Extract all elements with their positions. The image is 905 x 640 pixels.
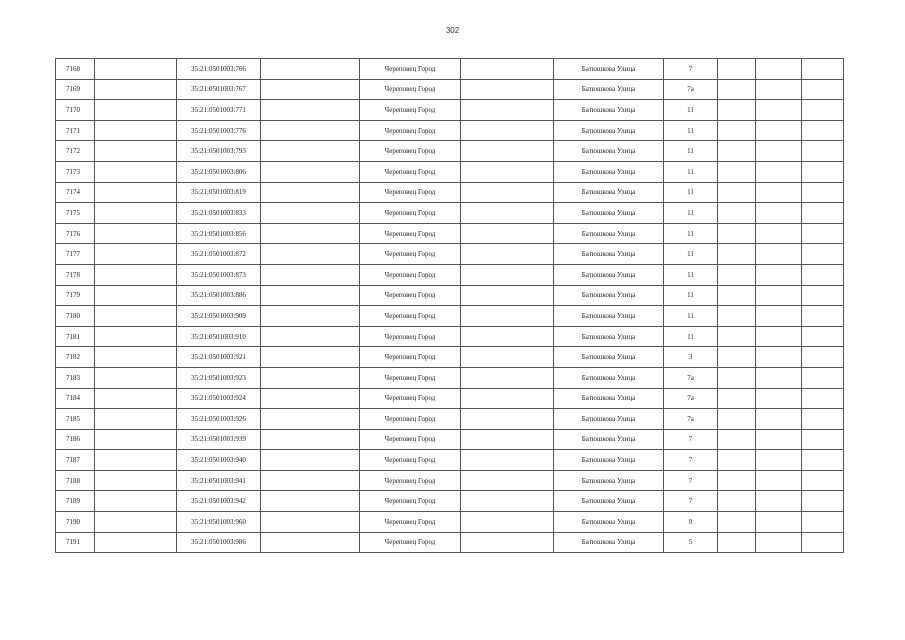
cell-street: Батюшкова Улица (554, 306, 664, 327)
cell-empty (461, 512, 554, 533)
table-row (56, 244, 844, 265)
cell-empty (261, 182, 360, 203)
cell-house: 11 (664, 223, 718, 244)
cell-empty (261, 470, 360, 491)
cell-empty (461, 409, 554, 430)
cell-cadastral-number: 35:21:0501003:886 (177, 285, 261, 306)
cell-empty (756, 347, 802, 368)
cell-record-number: 7188 (56, 470, 95, 491)
cell-empty (718, 244, 756, 265)
table-row (56, 285, 844, 306)
cell-empty (802, 409, 844, 430)
cell-street: Батюшкова Улица (554, 367, 664, 388)
cell-city: Череповец Город (360, 367, 461, 388)
cell-city: Череповец Город (360, 306, 461, 327)
cell-empty (756, 388, 802, 409)
cell-empty (461, 429, 554, 450)
cell-record-number: 7180 (56, 306, 95, 327)
cell-empty (461, 182, 554, 203)
cell-house: 11 (664, 161, 718, 182)
cell-empty (756, 285, 802, 306)
cell-empty (756, 100, 802, 121)
cell-empty (802, 120, 844, 141)
cell-empty (718, 223, 756, 244)
cell-empty (95, 388, 177, 409)
table-row (56, 429, 844, 450)
table-row (56, 100, 844, 121)
cell-house: 7а (664, 409, 718, 430)
cell-house: 7 (664, 450, 718, 471)
cell-empty (718, 532, 756, 553)
registry-rows (56, 59, 844, 553)
cell-city: Череповец Город (360, 79, 461, 100)
cell-empty (756, 59, 802, 80)
cell-empty (261, 203, 360, 224)
cell-city: Череповец Город (360, 161, 461, 182)
page-number: 302 (445, 26, 460, 35)
cell-empty (461, 532, 554, 553)
cell-record-number: 7178 (56, 264, 95, 285)
table-row (56, 512, 844, 533)
cell-house: 9 (664, 512, 718, 533)
cell-street: Батюшкова Улица (554, 326, 664, 347)
cell-empty (461, 326, 554, 347)
registry-table (55, 58, 844, 553)
cell-empty (802, 326, 844, 347)
cell-empty (95, 120, 177, 141)
cell-empty (802, 203, 844, 224)
table-row (56, 532, 844, 553)
cell-record-number: 7176 (56, 223, 95, 244)
cell-record-number: 7187 (56, 450, 95, 471)
cell-empty (802, 161, 844, 182)
cell-empty (261, 100, 360, 121)
cell-empty (261, 223, 360, 244)
cell-city: Череповец Город (360, 120, 461, 141)
cell-empty (802, 100, 844, 121)
cell-street: Батюшкова Улица (554, 388, 664, 409)
cell-city: Череповец Город (360, 182, 461, 203)
cell-city: Череповец Город (360, 223, 461, 244)
cell-record-number: 7169 (56, 79, 95, 100)
cell-empty (95, 100, 177, 121)
cell-empty (95, 59, 177, 80)
cell-empty (95, 79, 177, 100)
cell-empty (756, 367, 802, 388)
cell-city: Череповец Город (360, 285, 461, 306)
cell-empty (95, 285, 177, 306)
cell-empty (261, 326, 360, 347)
cell-house: 7 (664, 429, 718, 450)
cell-record-number: 7183 (56, 367, 95, 388)
cell-empty (718, 100, 756, 121)
cell-cadastral-number: 35:21:0501003:793 (177, 141, 261, 162)
cell-cadastral-number: 35:21:0501003:833 (177, 203, 261, 224)
cell-empty (461, 100, 554, 121)
cell-cadastral-number: 35:21:0501003:872 (177, 244, 261, 265)
cell-house: 7 (664, 59, 718, 80)
cell-empty (756, 141, 802, 162)
cell-empty (95, 470, 177, 491)
cell-cadastral-number: 35:21:0501003:986 (177, 532, 261, 553)
cell-cadastral-number: 35:21:0501003:776 (177, 120, 261, 141)
cell-cadastral-number: 35:21:0501003:873 (177, 264, 261, 285)
cell-house: 11 (664, 244, 718, 265)
cell-empty (756, 512, 802, 533)
cell-house: 7 (664, 491, 718, 512)
cell-empty (756, 429, 802, 450)
cell-empty (756, 450, 802, 471)
cell-city: Череповец Город (360, 388, 461, 409)
cell-empty (756, 203, 802, 224)
cell-empty (261, 120, 360, 141)
cell-empty (95, 491, 177, 512)
cell-empty (461, 120, 554, 141)
table-row (56, 203, 844, 224)
cell-empty (802, 347, 844, 368)
cell-house: 11 (664, 203, 718, 224)
cell-empty (261, 512, 360, 533)
cell-empty (461, 306, 554, 327)
cell-empty (261, 429, 360, 450)
cell-record-number: 7182 (56, 347, 95, 368)
table-row (56, 306, 844, 327)
cell-empty (802, 429, 844, 450)
cell-cadastral-number: 35:21:0501003:771 (177, 100, 261, 121)
cell-empty (261, 450, 360, 471)
cell-record-number: 7190 (56, 512, 95, 533)
cell-empty (756, 306, 802, 327)
cell-record-number: 7185 (56, 409, 95, 430)
cell-empty (461, 141, 554, 162)
cell-empty (718, 203, 756, 224)
cell-empty (461, 470, 554, 491)
cell-cadastral-number: 35:21:0501003:766 (177, 59, 261, 80)
cell-empty (718, 264, 756, 285)
cell-city: Череповец Город (360, 264, 461, 285)
cell-empty (756, 491, 802, 512)
cell-empty (802, 264, 844, 285)
cell-empty (461, 59, 554, 80)
cell-street: Батюшкова Улица (554, 244, 664, 265)
cell-street: Батюшкова Улица (554, 161, 664, 182)
cell-empty (261, 141, 360, 162)
cell-empty (718, 79, 756, 100)
cell-empty (802, 223, 844, 244)
cell-empty (261, 367, 360, 388)
table-row (56, 120, 844, 141)
table-row (56, 491, 844, 512)
cell-empty (261, 491, 360, 512)
cell-empty (95, 429, 177, 450)
cell-street: Батюшкова Улица (554, 203, 664, 224)
cell-cadastral-number: 35:21:0501003:806 (177, 161, 261, 182)
cell-cadastral-number: 35:21:0501003:940 (177, 450, 261, 471)
table-row (56, 223, 844, 244)
cell-city: Череповец Город (360, 59, 461, 80)
table-row (56, 388, 844, 409)
cell-cadastral-number: 35:21:0501003:942 (177, 491, 261, 512)
cell-street: Батюшкова Улица (554, 450, 664, 471)
cell-house: 5 (664, 532, 718, 553)
table-row (56, 409, 844, 430)
table-row (56, 59, 844, 80)
cell-cadastral-number: 35:21:0501003:921 (177, 347, 261, 368)
cell-street: Батюшкова Улица (554, 491, 664, 512)
cell-city: Череповец Город (360, 141, 461, 162)
cell-empty (718, 367, 756, 388)
cell-city: Череповец Город (360, 203, 461, 224)
cell-empty (95, 512, 177, 533)
cell-house: 11 (664, 182, 718, 203)
cell-street: Батюшкова Улица (554, 285, 664, 306)
cell-empty (756, 223, 802, 244)
cell-empty (802, 388, 844, 409)
cell-record-number: 7179 (56, 285, 95, 306)
table-row (56, 161, 844, 182)
cell-empty (261, 161, 360, 182)
cell-empty (802, 141, 844, 162)
cell-house: 7а (664, 388, 718, 409)
cell-house: 11 (664, 100, 718, 121)
cell-empty (802, 470, 844, 491)
cell-empty (461, 223, 554, 244)
cell-city: Череповец Город (360, 326, 461, 347)
cell-record-number: 7171 (56, 120, 95, 141)
cell-cadastral-number: 35:21:0501003:819 (177, 182, 261, 203)
cell-house: 7 (664, 470, 718, 491)
cell-empty (756, 182, 802, 203)
cell-empty (718, 409, 756, 430)
cell-empty (461, 367, 554, 388)
cell-house: 11 (664, 120, 718, 141)
cell-empty (802, 285, 844, 306)
cell-empty (756, 326, 802, 347)
cell-city: Череповец Город (360, 491, 461, 512)
cell-city: Череповец Город (360, 347, 461, 368)
cell-empty (261, 59, 360, 80)
cell-empty (95, 306, 177, 327)
cell-street: Батюшкова Улица (554, 100, 664, 121)
cell-empty (95, 532, 177, 553)
cell-empty (802, 532, 844, 553)
cell-city: Череповец Город (360, 244, 461, 265)
cell-record-number: 7170 (56, 100, 95, 121)
cell-city: Череповец Город (360, 429, 461, 450)
cell-empty (461, 388, 554, 409)
table-row (56, 182, 844, 203)
cell-street: Батюшкова Улица (554, 512, 664, 533)
cell-empty (802, 512, 844, 533)
cell-city: Череповец Город (360, 512, 461, 533)
cell-street: Батюшкова Улица (554, 59, 664, 80)
cell-city: Череповец Город (360, 100, 461, 121)
cell-empty (461, 203, 554, 224)
cell-empty (261, 264, 360, 285)
cell-empty (95, 244, 177, 265)
cell-house: 11 (664, 285, 718, 306)
cell-street: Батюшкова Улица (554, 429, 664, 450)
cell-cadastral-number: 35:21:0501003:923 (177, 367, 261, 388)
cell-cadastral-number: 35:21:0501003:767 (177, 79, 261, 100)
cell-empty (261, 79, 360, 100)
cell-empty (261, 532, 360, 553)
cell-empty (261, 388, 360, 409)
cell-house: 7а (664, 79, 718, 100)
cell-empty (718, 388, 756, 409)
cell-empty (802, 182, 844, 203)
cell-empty (461, 161, 554, 182)
cell-street: Батюшкова Улица (554, 532, 664, 553)
cell-cadastral-number: 35:21:0501003:941 (177, 470, 261, 491)
table-row (56, 264, 844, 285)
cell-house: 11 (664, 306, 718, 327)
cell-empty (718, 450, 756, 471)
cell-empty (718, 182, 756, 203)
cell-street: Батюшкова Улица (554, 223, 664, 244)
cell-city: Череповец Город (360, 450, 461, 471)
cell-empty (718, 512, 756, 533)
cell-empty (261, 244, 360, 265)
cell-empty (95, 141, 177, 162)
cell-record-number: 7172 (56, 141, 95, 162)
cell-empty (718, 285, 756, 306)
cell-cadastral-number: 35:21:0501003:939 (177, 429, 261, 450)
cell-empty (718, 120, 756, 141)
cell-record-number: 7189 (56, 491, 95, 512)
cell-record-number: 7191 (56, 532, 95, 553)
cell-empty (461, 244, 554, 265)
cell-empty (95, 161, 177, 182)
cell-empty (718, 429, 756, 450)
cell-empty (756, 244, 802, 265)
cell-empty (802, 244, 844, 265)
cell-empty (718, 161, 756, 182)
cell-empty (756, 120, 802, 141)
cell-house: 11 (664, 326, 718, 347)
cell-cadastral-number: 35:21:0501003:856 (177, 223, 261, 244)
table-row (56, 470, 844, 491)
cell-empty (802, 59, 844, 80)
cell-cadastral-number: 35:21:0501003:926 (177, 409, 261, 430)
cell-empty (95, 223, 177, 244)
cell-city: Череповец Город (360, 409, 461, 430)
cell-empty (718, 141, 756, 162)
cell-street: Батюшкова Улица (554, 141, 664, 162)
cell-empty (718, 326, 756, 347)
cell-empty (461, 347, 554, 368)
cell-empty (261, 285, 360, 306)
cell-empty (718, 491, 756, 512)
table-row (56, 79, 844, 100)
cell-record-number: 7173 (56, 161, 95, 182)
table-row (56, 141, 844, 162)
cell-empty (95, 203, 177, 224)
cell-house: 7а (664, 367, 718, 388)
cell-empty (718, 59, 756, 80)
table-row (56, 367, 844, 388)
cell-empty (756, 161, 802, 182)
cell-empty (95, 182, 177, 203)
cell-record-number: 7175 (56, 203, 95, 224)
cell-street: Батюшкова Улица (554, 264, 664, 285)
cell-empty (718, 470, 756, 491)
cell-house: 11 (664, 264, 718, 285)
cell-cadastral-number: 35:21:0501003:960 (177, 512, 261, 533)
cell-record-number: 7174 (56, 182, 95, 203)
cell-street: Батюшкова Улица (554, 182, 664, 203)
cell-empty (95, 264, 177, 285)
cell-empty (95, 409, 177, 430)
cell-street: Батюшкова Улица (554, 347, 664, 368)
cell-cadastral-number: 35:21:0501003:910 (177, 326, 261, 347)
cell-empty (756, 79, 802, 100)
cell-cadastral-number: 35:21:0501003:909 (177, 306, 261, 327)
cell-empty (756, 532, 802, 553)
cell-empty (261, 347, 360, 368)
cell-city: Череповец Город (360, 532, 461, 553)
cell-empty (802, 79, 844, 100)
cell-empty (756, 409, 802, 430)
table-row (56, 326, 844, 347)
cell-street: Батюшкова Улица (554, 120, 664, 141)
cell-street: Батюшкова Улица (554, 79, 664, 100)
cell-empty (261, 306, 360, 327)
cell-empty (802, 367, 844, 388)
cell-empty (95, 347, 177, 368)
cell-empty (95, 367, 177, 388)
cell-empty (95, 450, 177, 471)
cell-empty (802, 450, 844, 471)
cell-empty (261, 409, 360, 430)
cell-empty (802, 306, 844, 327)
cell-record-number: 7177 (56, 244, 95, 265)
cell-record-number: 7186 (56, 429, 95, 450)
cell-city: Череповец Город (360, 470, 461, 491)
cell-street: Батюшкова Улица (554, 470, 664, 491)
cell-empty (461, 79, 554, 100)
cell-house: 3 (664, 347, 718, 368)
table-row (56, 347, 844, 368)
cell-empty (461, 450, 554, 471)
cell-empty (718, 306, 756, 327)
cell-empty (756, 264, 802, 285)
cell-empty (461, 285, 554, 306)
cell-record-number: 7184 (56, 388, 95, 409)
cell-empty (802, 491, 844, 512)
cell-empty (718, 347, 756, 368)
cell-house: 11 (664, 141, 718, 162)
cell-empty (95, 326, 177, 347)
cell-record-number: 7181 (56, 326, 95, 347)
table-row (56, 450, 844, 471)
cell-cadastral-number: 35:21:0501003:924 (177, 388, 261, 409)
cell-record-number: 7168 (56, 59, 95, 80)
cell-street: Батюшкова Улица (554, 409, 664, 430)
cell-empty (461, 491, 554, 512)
cell-empty (756, 470, 802, 491)
cell-empty (461, 264, 554, 285)
